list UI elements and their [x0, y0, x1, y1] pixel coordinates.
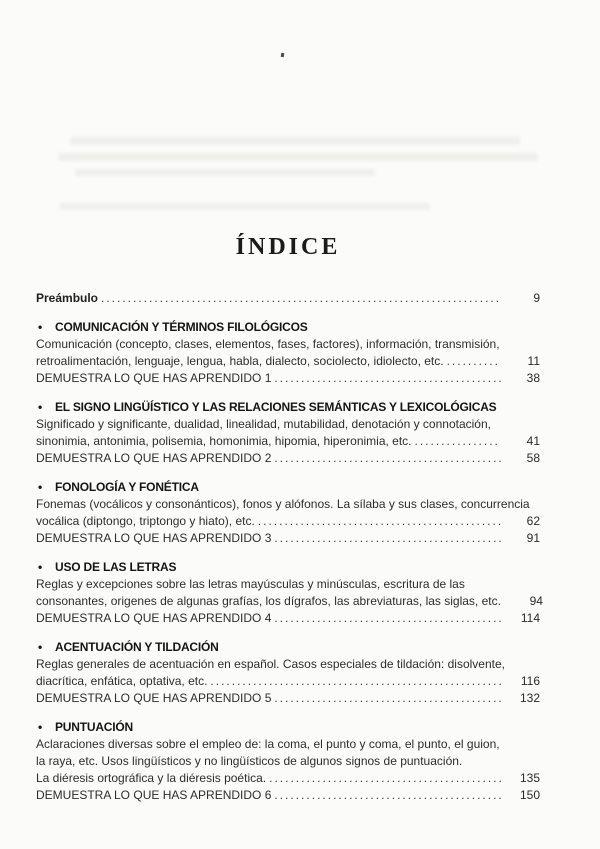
- page-number: 150: [519, 788, 540, 802]
- section-description-line: Aclaraciones diversas sobre el empleo de: la coma, el punto y coma, el punto, el guion,: [36, 737, 500, 751]
- section-description-last-line: [36, 770, 540, 787]
- page-number: 132: [519, 691, 540, 705]
- section-heading-row: [36, 719, 540, 736]
- page-number: 91: [526, 531, 540, 545]
- section-description-last-line: [36, 353, 540, 370]
- exercise-entry: [36, 690, 540, 707]
- page-number: 116: [520, 674, 540, 688]
- exercise-label: DEMUESTRA LO QUE HAS APRENDIDO 5: [36, 691, 272, 705]
- section-heading-row: [36, 559, 540, 576]
- page-number: 38: [526, 371, 540, 385]
- section-description-line: Reglas generales de acentuación en español. Casos especiales de tildación: disolvente,: [36, 657, 505, 671]
- page-number: 135: [519, 771, 540, 785]
- exercise-entry: [36, 370, 540, 387]
- section-heading-row: [36, 399, 540, 416]
- section-heading: COMUNICACIÓN Y TÉRMINOS FILOLÓGICOS: [55, 320, 308, 334]
- preamble-label: Preámbulo: [36, 291, 99, 305]
- bullet-icon: •: [38, 480, 43, 494]
- bullet-icon: •: [38, 320, 43, 334]
- exercise-entry: [36, 450, 540, 467]
- exercise-label: DEMUESTRA LO QUE HAS APRENDIDO 6: [36, 788, 272, 802]
- section-description-last-line: [36, 593, 543, 610]
- section-heading: PUNTUACIÓN: [55, 720, 133, 734]
- section-description-text: consonantes, origenes de algunas grafías, los dígrafos, las abreviaturas, las siglas, etc.: [36, 594, 501, 608]
- section-heading: USO DE LAS LETRAS: [55, 560, 177, 574]
- page-number: 94: [529, 594, 543, 608]
- page-number: 58: [526, 451, 540, 465]
- section-description-line: Reglas y excepciones sobre las letras mayúsculas y minúsculas, escritura de las: [36, 577, 465, 591]
- dot-leader: [274, 610, 501, 627]
- page-number: 62: [526, 514, 540, 528]
- exercise-entry: [36, 610, 540, 627]
- exercise-label: DEMUESTRA LO QUE HAS APRENDIDO 1: [36, 371, 272, 385]
- dot-leader: [274, 450, 501, 467]
- section-description-text: sinonimia, antonimia, polisemia, homonimia, hipomia, hiperonimia, etc.: [36, 434, 412, 448]
- toc-entry-preamble: [36, 290, 540, 307]
- exercise-label: DEMUESTRA LO QUE HAS APRENDIDO 4: [36, 611, 272, 625]
- section-heading-row: [36, 479, 540, 496]
- dot-leader: [101, 290, 501, 307]
- section-heading: FONOLOGÍA Y FONÉTICA: [55, 480, 199, 494]
- section-heading: ACENTUACIÓN Y TILDACIÓN: [55, 640, 219, 654]
- exercise-label: DEMUESTRA LO QUE HAS APRENDIDO 3: [36, 531, 272, 545]
- dot-leader: [274, 530, 501, 547]
- toc-content: [36, 0, 543, 804]
- page-number: 114: [520, 611, 540, 625]
- section-description-last-line: [36, 513, 540, 530]
- page-title: ÍNDICE: [235, 234, 341, 260]
- page-number: 11: [527, 354, 540, 368]
- toc-section-signo-linguistico: [36, 399, 540, 467]
- dot-leader: [258, 513, 501, 530]
- section-description-text: La diéresis ortográfica y la diéresis poética.: [36, 771, 267, 785]
- toc-section-puntuacion: [36, 719, 540, 804]
- page-number: 41: [526, 434, 540, 448]
- bullet-icon: •: [38, 640, 43, 654]
- toc-section-fonologia: [36, 479, 540, 547]
- bullet-icon: •: [38, 400, 43, 414]
- dot-leader: [210, 673, 501, 690]
- dot-leader: [447, 353, 501, 370]
- section-description-line: Significado y significante, dualidad, linealidad, mutabilidad, denotación y connotación,: [36, 417, 491, 431]
- bullet-icon: •: [38, 560, 43, 574]
- section-heading-row: [36, 639, 540, 656]
- dot-leader: [415, 433, 501, 450]
- toc-section-acentuacion: [36, 639, 540, 707]
- section-description-last-line: [36, 673, 540, 690]
- toc-section-comunicacion: [36, 319, 540, 387]
- dot-leader: [274, 690, 501, 707]
- page-number: 9: [533, 291, 540, 305]
- dot-leader: [274, 370, 501, 387]
- section-description-text: vocálica (diptongo, triptongo y hiato), etc.: [36, 514, 255, 528]
- section-description-line: Fonemas (vocálicos y consonánticos), fonos y alófonos. La sílaba y sus clases, concurrencia: [36, 497, 530, 511]
- toc-section-uso-letras: [36, 559, 543, 627]
- section-description-last-line: [36, 433, 540, 450]
- exercise-entry: [36, 530, 540, 547]
- section-heading: EL SIGNO LINGÜÍSTICO Y LAS RELACIONES SEMÁNTICAS Y LEXICOLÓGICAS: [55, 400, 497, 414]
- bullet-icon: •: [38, 720, 43, 734]
- section-description-line: la raya, etc. Usos lingüísticos y no lingüísticos de algunos signos de puntuación.: [36, 754, 463, 768]
- section-description-text: diacrítica, enfática, optativa, etc.: [36, 674, 208, 688]
- section-heading-row: [36, 319, 540, 336]
- section-description-text: retroalimentación, lenguaje, lengua, habla, dialecto, sociolecto, idiolecto, etc.: [36, 354, 444, 368]
- section-description-line: Comunicación (concepto, clases, elementos, fases, factores), información, transmisión,: [36, 337, 500, 351]
- dot-leader: [274, 787, 501, 804]
- dot-leader: [269, 770, 501, 787]
- exercise-label: DEMUESTRA LO QUE HAS APRENDIDO 2: [36, 451, 272, 465]
- exercise-entry: [36, 787, 540, 804]
